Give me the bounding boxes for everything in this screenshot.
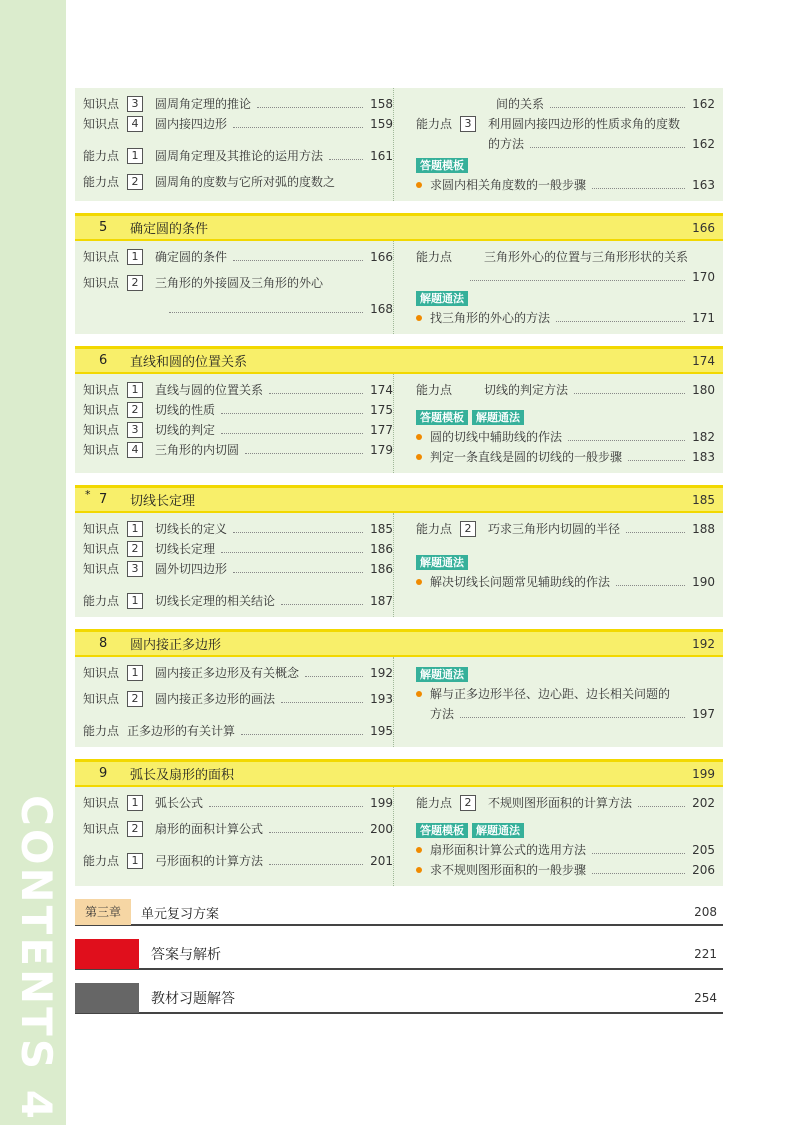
toc-bullet-entry[interactable]: 求圆内相关角度数的一般步骤 163 <box>416 175 715 195</box>
page-number: 197 <box>692 707 715 721</box>
chapter-tag: 第三章 <box>75 899 131 925</box>
toc-entry[interactable]: 知识点 1 确定圆的条件 166 <box>83 247 393 267</box>
toc-entry-continuation[interactable]: 的方法 162 <box>416 134 715 154</box>
section-9-body <box>75 787 723 886</box>
page-number: 182 <box>692 430 715 444</box>
toc-entry-continuation[interactable] <box>416 267 715 287</box>
toc-entry[interactable]: 能力点 1 圆周角定理及其推论的运用方法 161 <box>83 146 393 166</box>
page-number: 193 <box>370 692 393 706</box>
toc-entry[interactable]: 能力点 2 巧求三角形内切圆的半径 188 <box>416 519 715 539</box>
toc-entry-continuation[interactable]: 间的关系 162 <box>416 94 715 114</box>
solution-method-badge: 解题通法 <box>416 291 468 306</box>
page-number: 192 <box>370 666 393 680</box>
toc-entry[interactable]: 知识点 2 切线长定理 186 <box>83 539 393 559</box>
number-box: 2 <box>127 541 143 557</box>
section-header-7[interactable]: * 7 切线长定理 185 <box>75 485 723 513</box>
toc-entry[interactable]: 知识点 2 三角形的外接圆及三角形的外心 <box>83 276 324 290</box>
number-box: 4 <box>127 116 143 132</box>
page-number: 177 <box>370 423 393 437</box>
toc-entry-continuation[interactable]: 方法 197 <box>416 704 715 724</box>
section-8-body <box>75 657 723 747</box>
number-box: 3 <box>127 422 143 438</box>
number-box: 1 <box>127 853 143 869</box>
solution-method-badge: 解题通法 <box>416 667 468 682</box>
toc-entry[interactable]: 知识点 4 圆内接四边形 159 <box>83 114 393 134</box>
number-box: 3 <box>127 561 143 577</box>
section-title: 切线长定理 <box>130 494 196 509</box>
bullet-icon <box>416 454 422 460</box>
page-number: 166 <box>692 220 715 235</box>
number-box: 1 <box>127 249 143 265</box>
solution-method-badge: 解题通法 <box>472 410 524 425</box>
page-number: 158 <box>370 97 393 111</box>
bullet-icon <box>416 847 422 853</box>
page-number: 174 <box>370 383 393 397</box>
number-box: 1 <box>127 795 143 811</box>
section-title: 直线和圆的位置关系 <box>130 355 248 370</box>
page-number: 206 <box>692 863 715 877</box>
section-5-body <box>75 241 723 334</box>
toc-entry[interactable]: 能力点 三角形外心的位置与三角形形状的关系 <box>416 250 689 264</box>
page-number: 254 <box>694 991 717 1005</box>
number-box: 2 <box>127 691 143 707</box>
number-box: 3 <box>127 96 143 112</box>
toc-entry[interactable]: 知识点 3 圆外切四边形 186 <box>83 559 393 579</box>
page-number: 199 <box>692 766 715 781</box>
page-number: 163 <box>692 178 715 192</box>
page-number: 208 <box>694 905 717 919</box>
page-number: 199 <box>370 796 393 810</box>
number-box: 2 <box>460 521 476 537</box>
section-6-body <box>75 374 723 473</box>
page-number: 205 <box>692 843 715 857</box>
toc-entry[interactable]: 知识点 2 切线的性质 175 <box>83 400 393 420</box>
solution-method-badge: 解题通法 <box>472 823 524 838</box>
page-number: 170 <box>692 270 715 284</box>
section-header-6[interactable]: 6 直线和圆的位置关系 174 <box>75 346 723 374</box>
toc-bullet-entry[interactable]: 解与正多边形半径、边心距、边长相关问题的 <box>416 684 715 704</box>
page-number: 185 <box>692 492 715 507</box>
contents-vertical-label: CONTENTS 4 <box>12 795 61 1122</box>
page-number: 201 <box>370 854 393 868</box>
section-header-9[interactable]: 9 弧长及扇形的面积 199 <box>75 759 723 787</box>
page-number: 162 <box>692 137 715 151</box>
toc-entry[interactable]: 知识点 3 切线的判定 177 <box>83 420 393 440</box>
answer-template-badge: 答题模板 <box>416 158 468 173</box>
page-number: 195 <box>370 724 393 738</box>
number-box: 1 <box>127 521 143 537</box>
solution-method-badge: 解题通法 <box>416 555 468 570</box>
toc-entry[interactable]: 能力点 3 利用圆内接四边形的性质求角的度数 <box>416 117 681 131</box>
page-number: 192 <box>692 636 715 651</box>
answer-template-badge: 答题模板 <box>416 823 468 838</box>
page-number: 161 <box>370 149 393 163</box>
page-number: 202 <box>692 796 715 810</box>
bullet-icon <box>416 691 422 697</box>
page-number: 174 <box>692 353 715 368</box>
page-number: 175 <box>370 403 393 417</box>
number-box: 2 <box>127 275 143 291</box>
bullet-icon <box>416 182 422 188</box>
number-box: 2 <box>127 402 143 418</box>
toc-entry[interactable]: 知识点 1 直线与圆的位置关系 174 <box>83 380 393 400</box>
answers-color-block <box>75 939 139 969</box>
number-box: 1 <box>127 665 143 681</box>
page-number: 159 <box>370 117 393 131</box>
number-box: 2 <box>460 795 476 811</box>
toc-entry[interactable]: 知识点 1 切线长的定义 185 <box>83 519 393 539</box>
page-number: 221 <box>694 947 717 961</box>
page-number: 166 <box>370 250 393 264</box>
page-number: 185 <box>370 522 393 536</box>
page-number: 186 <box>370 542 393 556</box>
toc-entry[interactable]: 知识点 4 三角形的内切圆 179 <box>83 440 393 460</box>
chapter-review-row[interactable]: 第三章 单元复习方案 208 <box>75 900 723 926</box>
textbook-color-block <box>75 983 139 1013</box>
toc-entry[interactable]: 知识点 1 圆内接正多边形及有关概念 192 <box>83 663 393 683</box>
toc-entry[interactable]: 能力点 1 弓形面积的计算方法 201 <box>83 851 393 871</box>
bullet-icon <box>416 434 422 440</box>
page-number: 168 <box>370 302 393 316</box>
toc-bullet-entry[interactable]: 求不规则图形面积的一般步骤 206 <box>416 860 715 880</box>
page-number: 183 <box>692 450 715 464</box>
number-box: 1 <box>127 593 143 609</box>
toc-bullet-entry[interactable]: 扇形面积计算公式的选用方法 205 <box>416 840 715 860</box>
toc-entry[interactable]: 能力点 1 切线长定理的相关结论 187 <box>83 591 393 611</box>
answer-template-badge: 答题模板 <box>416 410 468 425</box>
section-title: 圆内接正多边形 <box>130 638 222 653</box>
page-number: 171 <box>692 311 715 325</box>
number-box: 1 <box>127 148 143 164</box>
section-7-body <box>75 513 723 617</box>
number-box: 2 <box>127 174 143 190</box>
toc-entry[interactable]: 能力点 正多边形的有关计算 195 <box>83 721 393 741</box>
toc-entry[interactable]: 知识点 1 弧长公式 199 <box>83 793 393 813</box>
answers-row[interactable]: 答案与解析 221 <box>75 940 723 970</box>
section-4-continued <box>75 88 723 201</box>
table-of-contents <box>75 88 723 1014</box>
optional-star: * <box>85 488 91 501</box>
toc-bullet-entry[interactable]: 解决切线长问题常见辅助线的作法 190 <box>416 572 715 592</box>
page-number: 179 <box>370 443 393 457</box>
toc-entry[interactable]: 知识点 2 扇形的面积计算公式 200 <box>83 819 393 839</box>
page-number: 188 <box>692 522 715 536</box>
toc-entry-continuation[interactable] <box>83 299 393 319</box>
textbook-exercises-row[interactable]: 教材习题解答 254 <box>75 984 723 1014</box>
toc-entry[interactable]: 能力点 2 圆周角的度数与它所对弧的度数之 <box>83 175 336 189</box>
toc-entry[interactable]: 能力点 2 不规则图形面积的计算方法 202 <box>416 793 715 813</box>
page-number: 162 <box>692 97 715 111</box>
toc-entry[interactable]: 知识点 2 圆内接正多边形的画法 193 <box>83 689 393 709</box>
toc-bullet-entry[interactable]: 圆的切线中辅助线的作法 182 <box>416 427 715 447</box>
left-decorative-strip <box>0 0 66 1125</box>
number-box: 3 <box>460 116 476 132</box>
toc-entry[interactable]: 知识点 3 圆周角定理的推论 158 <box>83 94 393 114</box>
page-number: 187 <box>370 594 393 608</box>
page-number: 200 <box>370 822 393 836</box>
page-number: 186 <box>370 562 393 576</box>
number-box: 4 <box>127 442 143 458</box>
toc-bullet-entry[interactable]: 判定一条直线是圆的切线的一般步骤 183 <box>416 447 715 467</box>
bullet-icon <box>416 315 422 321</box>
toc-entry[interactable]: 能力点 切线的判定方法 180 <box>416 380 715 400</box>
section-title: 弧长及扇形的面积 <box>130 768 235 783</box>
page-number: 190 <box>692 575 715 589</box>
number-box: 1 <box>127 382 143 398</box>
bullet-icon <box>416 579 422 585</box>
section-header-5[interactable]: 5 确定圆的条件 166 <box>75 213 723 241</box>
bullet-icon <box>416 867 422 873</box>
toc-bullet-entry[interactable]: 找三角形的外心的方法 171 <box>416 308 715 328</box>
section-header-8[interactable]: 8 圆内接正多边形 192 <box>75 629 723 657</box>
number-box: 2 <box>127 821 143 837</box>
page-number: 180 <box>692 383 715 397</box>
section-title: 确定圆的条件 <box>130 222 209 237</box>
